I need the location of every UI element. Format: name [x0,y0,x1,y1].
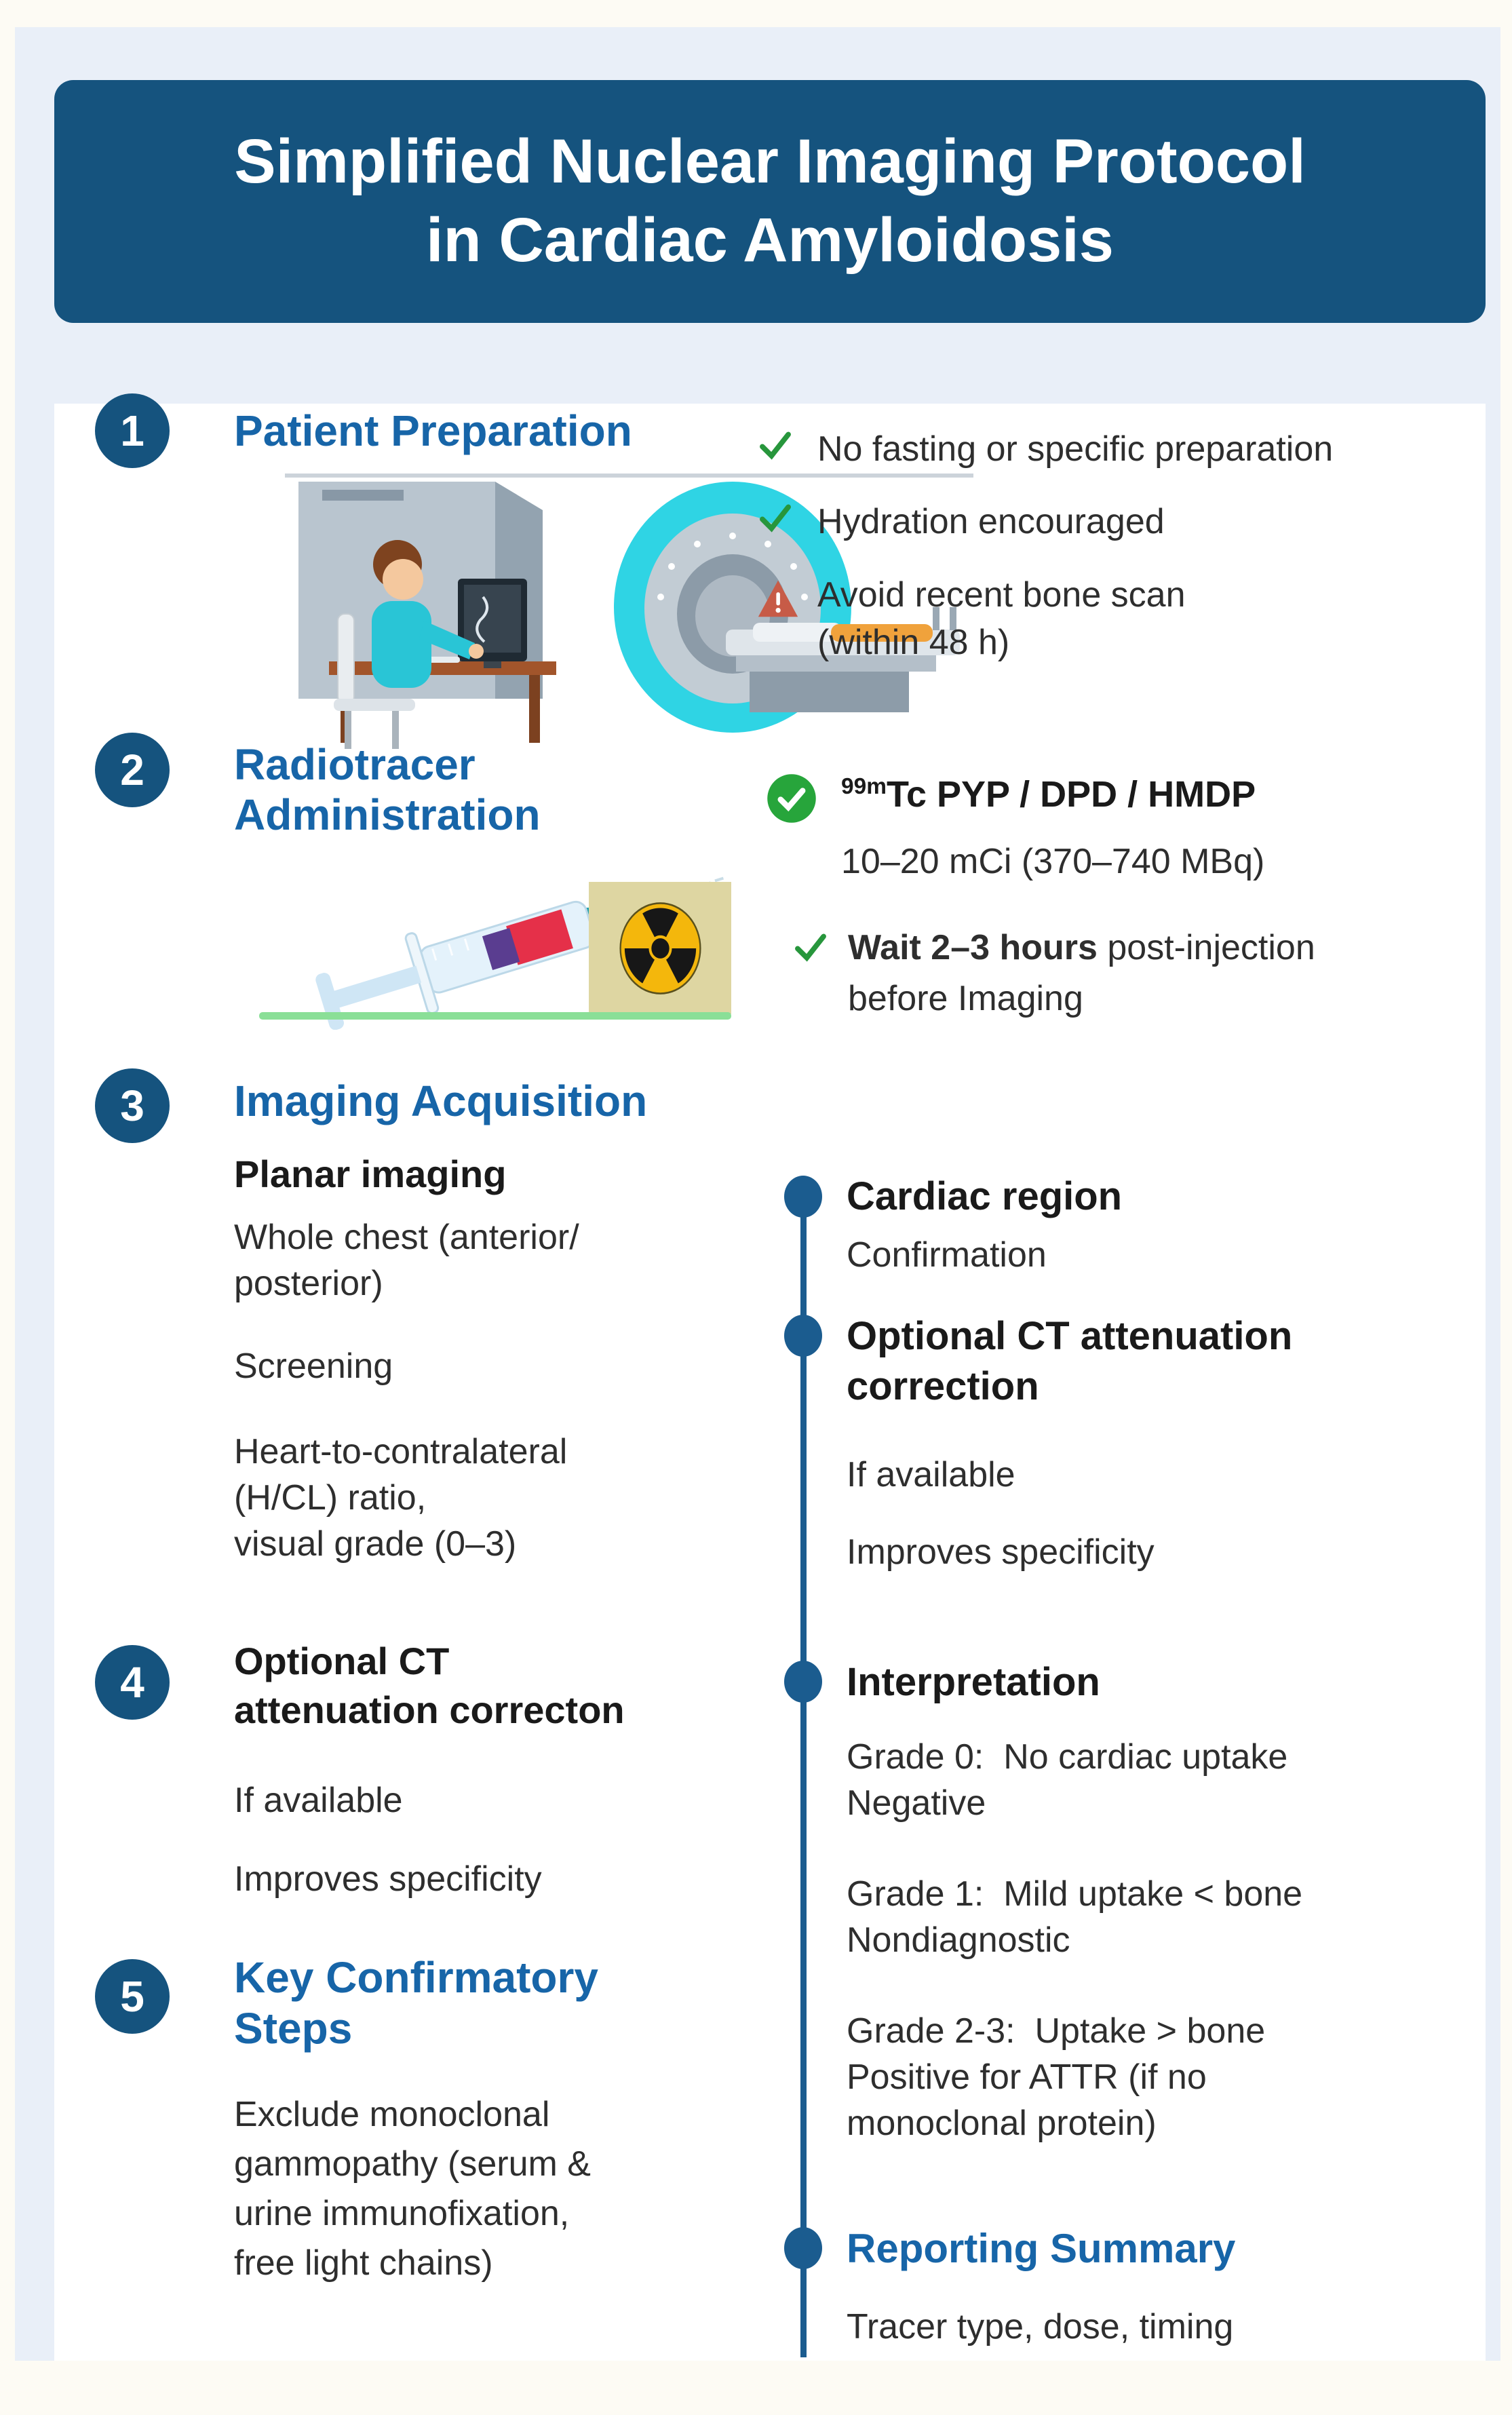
prep-item-1: No fasting or specific preparation [817,429,1334,469]
timeline-line [800,1195,807,2357]
step-4-title-line-2: attenuation correcton [234,1688,625,1731]
step-5-number: 5 [120,1972,144,2021]
ground-line [259,1012,731,1020]
step-1-number: 1 [120,406,144,455]
chest-line-2: posterior) [234,1264,383,1303]
warning-triangle-icon [754,575,802,623]
timeline-dot-ct-correction [784,1315,822,1357]
wait-line-1 [848,926,1315,970]
check-badge-icon [765,772,818,825]
cardiac-region-heading: Cardiac region [847,1174,1123,1218]
step-5-body-line-1: Exclude monoclonal [234,2095,550,2134]
radiation-sign [589,882,731,1014]
prep-item-3-line-2: (within 48 h) [817,623,1010,662]
tracer-names: PYP / DPD / HMDP [927,774,1256,815]
tracer-line [841,773,1256,815]
title-banner [54,80,1486,323]
reporting-summary-body: Tracer type, dose, timing [847,2307,1234,2346]
wait-bold: Wait 2–3 hours [848,928,1098,967]
screening-label: Screening [234,1347,393,1386]
title-line-1: Simplified Nuclear Imaging Protocol [234,127,1306,197]
reporting-summary-heading: Reporting Summary [847,2226,1236,2271]
hcl-line-2: (H/CL) ratio, [234,1478,427,1518]
step-2-number: 2 [120,746,144,794]
step-3-number: 3 [120,1081,144,1130]
tracer-dose: 10–20 mCi (370–740 MBq) [841,842,1265,881]
ct-correction-body-1: If available [847,1455,1015,1494]
ct-correction-heading-line-2: correction [847,1364,1039,1408]
grade-0-line-1: Grade 0: No cardiac uptake [847,1737,1288,1777]
step-4-number: 4 [120,1658,144,1707]
step-2-title-line-2: Administration [234,790,541,839]
hcl-line-1: Heart-to-contralateral [234,1432,568,1471]
timeline-dot-interpretation [784,1661,822,1703]
cardiac-region-body: Confirmation [847,1235,1047,1275]
grade-1-line-1: Grade 1: Mild uptake < bone [847,1874,1303,1914]
wait-line-2: before Imaging [848,979,1083,1018]
check-icon [792,928,829,965]
step-4-body-2: Improves specificity [234,1859,542,1899]
step-2-title-line-1: Radiotracer [234,740,476,789]
interpretation-heading: Interpretation [847,1660,1100,1704]
step-5-body-line-2: gammopathy (serum & [234,2144,591,2184]
grade-2-3-line-1: Grade 2-3: Uptake > bone [847,2011,1266,2051]
step-1-badge [95,393,170,468]
step-4-title-line-1: Optional CT [234,1640,450,1682]
step-5-body-line-3: urine immunofixation, [234,2194,570,2233]
step-3-badge [95,1068,170,1143]
check-icon [757,426,794,463]
step-3-title: Imaging Acquisition [234,1077,648,1125]
step-4-badge [95,1645,170,1720]
step-5-title-line-2: Steps [234,2004,353,2053]
step-5-body-line-4: free light chains) [234,2243,493,2283]
radiation-icon [608,891,713,1006]
chest-line-1: Whole chest (anterior/ [234,1218,579,1257]
step-5-badge [95,1959,170,2034]
step-2-badge [95,733,170,807]
ct-correction-heading-line-1: Optional CT attenuation [847,1314,1293,1358]
grade-2-3-line-3: monoclonal protein) [847,2104,1157,2143]
tracer-isotope: Tc [887,774,927,815]
grade-2-3-line-2: Positive for ATTR (if no [847,2057,1207,2097]
grade-1-line-2: Nondiagnostic [847,1920,1070,1960]
tracer-superscript: 99m [841,774,887,799]
hcl-line-3: visual grade (0–3) [234,1524,517,1564]
check-icon [757,499,794,535]
prep-item-3-line-1: Avoid recent bone scan [817,575,1186,615]
timeline-dot-reporting [784,2227,822,2269]
step-5-title-line-1: Key Confirmatory [234,1953,598,2002]
grade-0-line-2: Negative [847,1783,986,1823]
step-4-body-1: If available [234,1781,403,1820]
step-1-title: Patient Preparation [234,406,632,455]
timeline-dot-cardiac [784,1176,822,1218]
title-line-2: in Cardiac Amyloidosis [426,206,1114,275]
planar-imaging-heading: Planar imaging [234,1153,507,1195]
ct-correction-body-2: Improves specificity [847,1532,1155,1572]
wait-rest: post-injection [1097,928,1315,967]
prep-item-2: Hydration encouraged [817,502,1165,541]
